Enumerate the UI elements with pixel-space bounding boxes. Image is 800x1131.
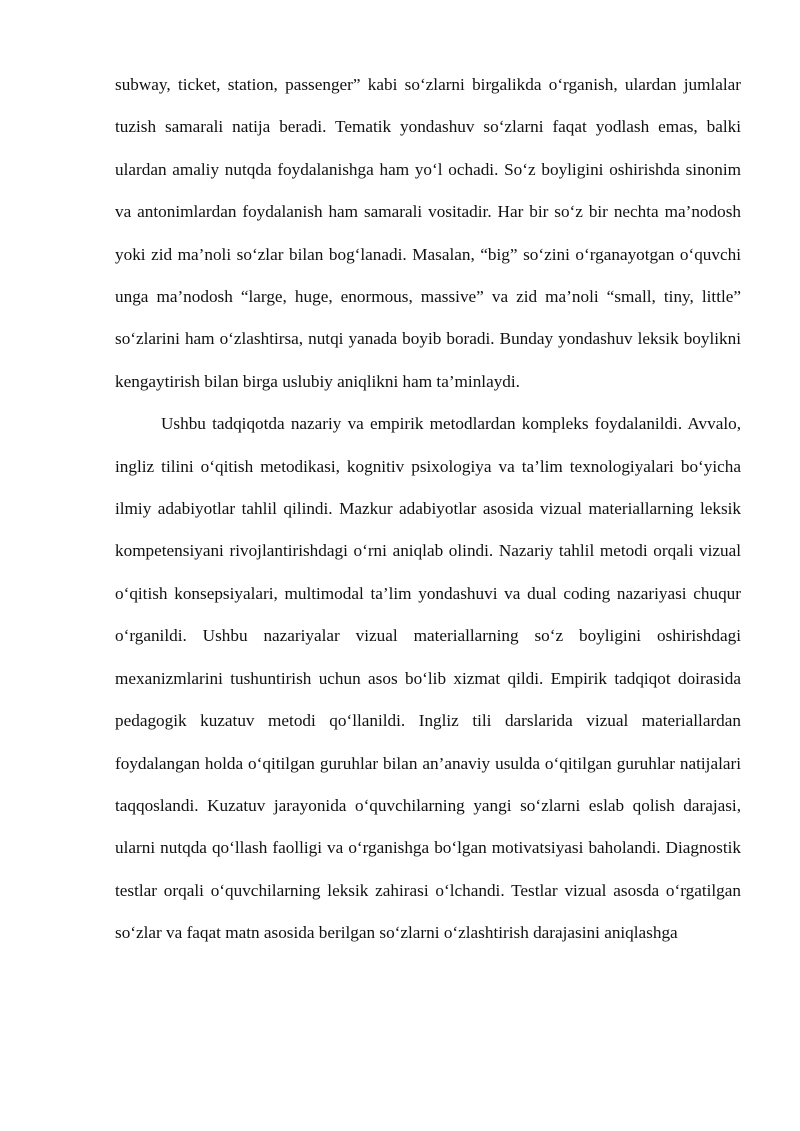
document-page bbox=[115, 64, 741, 955]
paragraph-research-methods: Ushbu tadqiqotda nazariy va empirik metodlardan kompleks foydalanildi. Avvalo, ingliz tilini o‘qitish metodikasi, kognitiv psixologiya va ta’lim texnologiyalari bo‘yicha ilmiy adabiyotlar tahlil qilindi. Mazkur adabiyotlar asosida vizual materiallarning leksik kompetensiyani rivojlantirishdagi o‘rni aniqlab olindi. Nazariy tahlil metodi orqali vizual o‘qitish konsepsiyalari, multimodal ta’lim yondashuvi va dual coding nazariyasi chuqur o‘rganildi. Ushbu nazariyalar vizual materiallarning so‘z boyligini oshirishdagi mexanizmlarini tushuntirish uchun asos bo‘lib xizmat qildi. Empirik tadqiqot doirasida pedagogik kuzatuv metodi qo‘llanildi. Ingliz tili darslarida vizual materiallardan foydalangan holda o‘qitilgan guruhlar bilan an’anaviy usulda o‘qitilgan guruhlar natijalari taqqoslandi. Kuzatuv jarayonida o‘quvchilarning yangi so‘zlarni eslab qolish darajasi, ularni nutqda qo‘llash faolligi va o‘rganishga bo‘lgan motivatsiyasi baholandi. Diagnostik testlar orqali o‘quvchilarning leksik zahirasi o‘lchandi. Testlar vizual asosda o‘rgatilgan so‘zlar va faqat matn asosida berilgan so‘zlarni o‘zlashtirish darajasini aniqlashga bbox=[115, 414, 741, 943]
paragraph-vocabulary-methods: subway, ticket, station, passenger” kabi so‘zlarni birgalikda o‘rganish, ulardan jumlalar tuzish samarali natija beradi. Tematik yondashuv so‘zlarni faqat yodlash emas, balki ulardan amaliy nutqda foydalanishga ham yo‘l ochadi. So‘z boyligini oshirishda sinonim va antonimlardan foydalanish ham samarali vositadir. Har bir so‘z bir nechta ma’nodosh yoki zid ma’noli so‘zlar bilan bog‘lanadi. Masalan, “big” so‘zini o‘rganayotgan o‘quvchi unga ma’nodosh “large, huge, enormous, massive” va zid ma’noli “small, tiny, little” so‘zlarini ham o‘zlashtirsa, nutqi yanada boyib boradi. Bunday yondashuv leksik boylikni kengaytirish bilan birga uslubiy aniqlikni ham ta’minlaydi. bbox=[115, 75, 741, 391]
